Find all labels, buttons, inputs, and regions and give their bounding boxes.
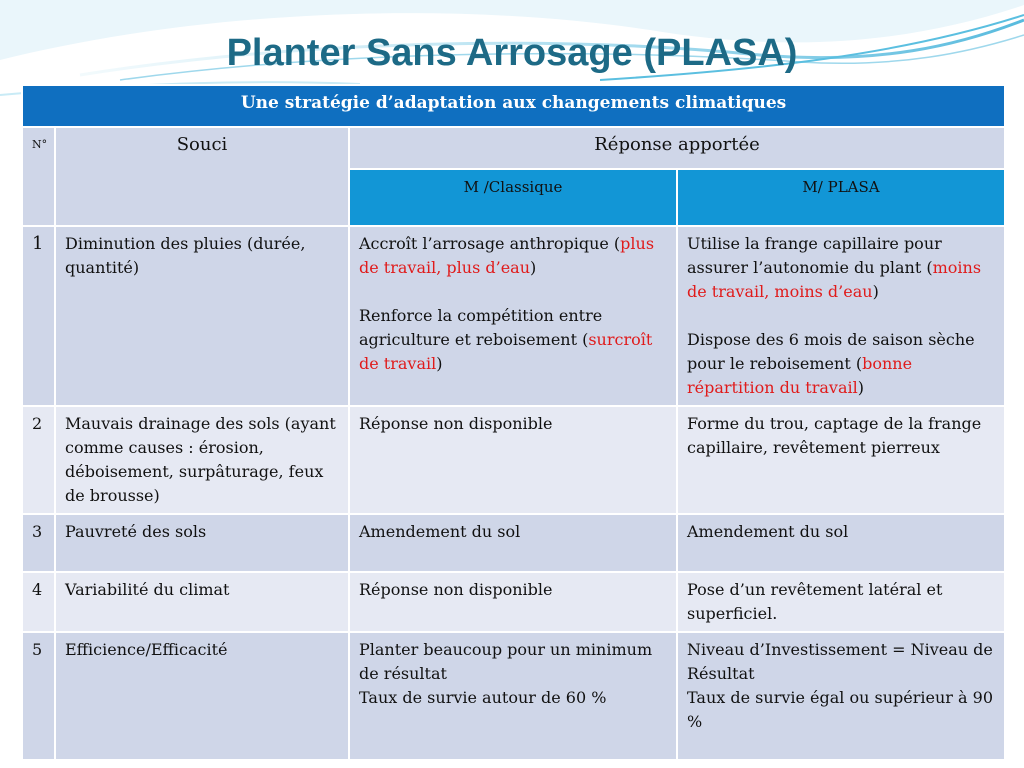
classique-text: ): [436, 354, 443, 373]
row-plasa: Pose d’un revêtement latéral et superficiel.: [677, 572, 1005, 632]
row-number: 3: [22, 514, 55, 572]
row-number: 4: [22, 572, 55, 632]
row-souci: Pauvreté des sols: [55, 514, 349, 572]
row-classique: [349, 632, 677, 760]
row-number: 5: [22, 632, 55, 760]
row-plasa: [677, 632, 1005, 760]
header-souci: Souci: [55, 127, 349, 226]
highlight-text: bonne répartition du travail: [687, 354, 913, 397]
table-row: [22, 406, 1005, 514]
row-classique: Amendement du sol: [349, 514, 677, 572]
plasa-text: Utilise la frange capillaire pour assurer l’autonomie du plant (: [687, 234, 942, 277]
classique-text: ): [530, 258, 537, 277]
table-subtitle: Une stratégie d’adaptation aux changements climatiques: [22, 85, 1005, 127]
table-row: [22, 514, 1005, 572]
row-classique: Réponse non disponible: [349, 406, 677, 514]
row-souci: Variabilité du climat: [55, 572, 349, 632]
header-number: N°: [22, 127, 55, 226]
row-number: 1: [22, 226, 55, 406]
row-souci: Diminution des pluies (durée, quantité): [55, 226, 349, 406]
highlight-text: surcroît de travail: [359, 330, 653, 373]
classique-line: Planter beaucoup pour un minimum de résultat: [359, 640, 653, 683]
plasa-text: ): [872, 282, 879, 301]
table-row: [22, 632, 1005, 760]
header-reponse: Réponse apportée: [349, 127, 1005, 169]
row-plasa: Forme du trou, captage de la frange capillaire, revêtement pierreux: [677, 406, 1005, 514]
plasa-comparison-table: [21, 84, 1006, 761]
row-souci: Mauvais drainage des sols (ayant comme causes : érosion, déboisement, surpâturage, feux de brousse): [55, 406, 349, 514]
highlight-text: moins de travail, moins d’eau: [687, 258, 982, 301]
header-classique: M /Classique: [349, 169, 677, 226]
plasa-text: Dispose des 6 mois de saison sèche pour le reboisement (: [687, 330, 975, 373]
classique-text: Renforce la compétition entre agriculture et reboisement (: [359, 306, 603, 349]
row-souci: Efficience/Efficacité: [55, 632, 349, 760]
row-number: 2: [22, 406, 55, 514]
classique-text: Accroît l’arrosage anthropique (: [359, 234, 621, 253]
table-row: [22, 226, 1005, 406]
row-classique: Réponse non disponible: [349, 572, 677, 632]
row-classique: [349, 226, 677, 406]
header-plasa: M/ PLASA: [677, 169, 1005, 226]
plasa-line: Niveau d’Investissement = Niveau de Résultat: [687, 640, 993, 683]
highlight-text: plus de travail, plus d’eau: [359, 234, 655, 277]
row-plasa: [677, 226, 1005, 406]
table-row: [22, 572, 1005, 632]
row-plasa: Amendement du sol: [677, 514, 1005, 572]
classique-line: Taux de survie autour de 60 %: [359, 688, 607, 707]
plasa-text: ): [857, 378, 864, 397]
plasa-line: Taux de survie égal ou supérieur à 90 %: [687, 688, 994, 731]
slide-title: Planter Sans Arrosage (PLASA): [226, 32, 798, 74]
